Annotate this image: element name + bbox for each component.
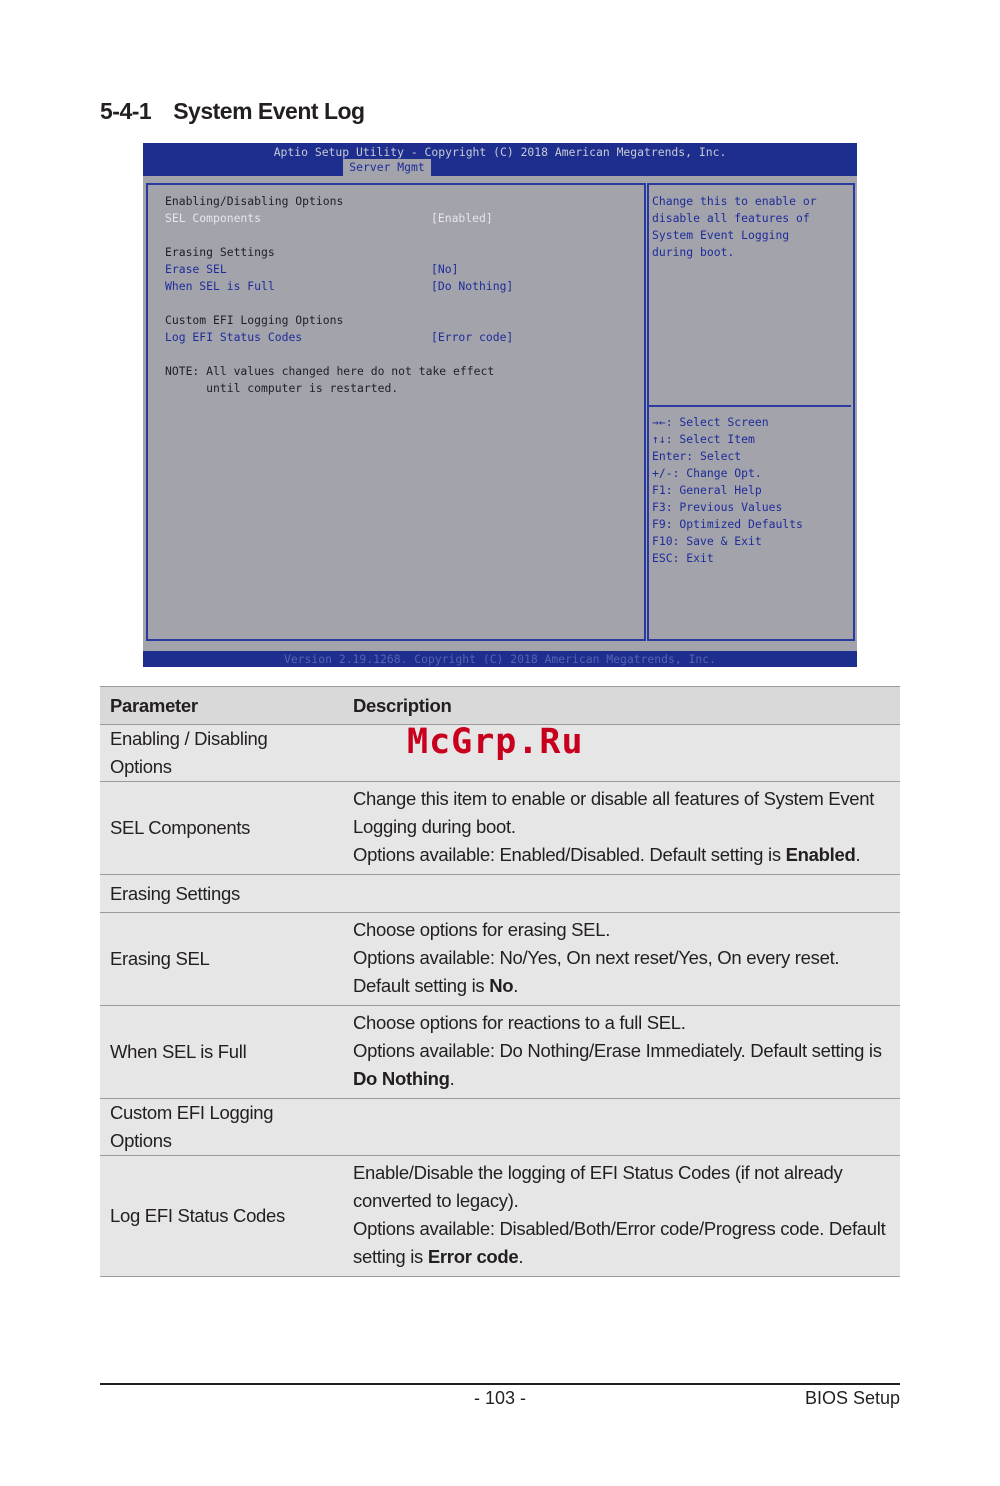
key-hint: F10: Save & Exit (652, 534, 762, 548)
desc-cell (343, 1006, 900, 1099)
footer-rule (100, 1383, 900, 1385)
bios-help-panel (647, 183, 855, 641)
sel-components-item[interactable]: SEL Components (165, 211, 262, 225)
table-row (100, 1156, 900, 1277)
bios-header (143, 143, 857, 176)
erase-sel-value[interactable]: [No] (431, 262, 459, 276)
table-row (100, 1006, 900, 1099)
desc-line: Enable/Disable the logging of EFI Status Codes (if not already converted to legacy). (353, 1162, 843, 1211)
note-line-1: NOTE: All values changed here do not take effect (165, 364, 495, 378)
key-hint: F9: Optimized Defaults (652, 517, 803, 531)
table-row (100, 1099, 900, 1156)
desc-line: Choose options for reactions to a full SEL. (353, 1012, 686, 1033)
desc-cell (343, 1156, 900, 1277)
footer-section-name: BIOS Setup (804, 1388, 900, 1408)
param-cell: Custom EFI Logging Options (100, 1099, 343, 1156)
key-hint: F1: General Help (652, 483, 762, 497)
when-sel-full-item[interactable]: When SEL is Full (165, 279, 275, 293)
desc-options: Options available: Do Nothing/Erase Immediately. Default setting is Do Nothing. (353, 1040, 882, 1089)
key-hint: ↑↓: Select Item (652, 432, 755, 446)
section-name: System Event Log (173, 98, 365, 124)
table-row (100, 913, 900, 1006)
key-hint: ESC: Exit (652, 551, 714, 565)
table-header-row (100, 687, 900, 725)
table-row (100, 782, 900, 875)
custom-efi-header: Custom EFI Logging Options (165, 313, 344, 327)
param-cell: Erasing SEL (100, 913, 343, 1006)
param-cell: Log EFI Status Codes (100, 1156, 343, 1277)
log-efi-item[interactable]: Log EFI Status Codes (165, 330, 303, 344)
desc-line: Change this item to enable or disable all features of System Event Logging during boot. (353, 788, 875, 837)
key-hint: F3: Previous Values (652, 500, 783, 514)
help-text-line: Change this to enable or (652, 194, 817, 208)
key-hint: Enter: Select (652, 449, 742, 463)
bios-footer: Version 2.19.1268. Copyright (C) 2018 American Megatrends, Inc. (143, 651, 857, 667)
desc-options: Options available: Disabled/Both/Error code/Progress code. Default setting is Error code. (353, 1218, 886, 1267)
help-text-line: during boot. (652, 245, 735, 259)
erasing-settings-header: Erasing Settings (165, 245, 275, 259)
section-number: 5-4-1 (100, 98, 152, 124)
help-text-line: System Event Logging (652, 228, 790, 242)
param-cell: When SEL is Full (100, 1006, 343, 1099)
key-hint: +/-: Change Opt. (652, 466, 762, 480)
description-header: Description (343, 687, 900, 725)
param-cell: Enabling / Disabling Options (100, 725, 343, 782)
desc-options: Options available: Enabled/Disabled. Default setting is Enabled. (353, 844, 861, 865)
enabling-options-header: Enabling/Disabling Options (165, 194, 344, 208)
when-sel-full-value[interactable]: [Do Nothing] (431, 279, 514, 293)
erase-sel-item[interactable]: Erase SEL (165, 262, 227, 276)
sel-components-value[interactable]: [Enabled] (431, 211, 493, 225)
help-divider (649, 405, 851, 407)
watermark: McGrp.Ru (407, 722, 584, 762)
log-efi-value[interactable]: [Error code] (431, 330, 514, 344)
desc-cell (343, 875, 900, 913)
bios-main-panel (146, 183, 646, 641)
page-number: - 103 - (473, 1388, 527, 1408)
desc-line: Choose options for erasing SEL. (353, 919, 611, 940)
key-hint: →←: Select Screen (652, 415, 769, 429)
section-title (100, 98, 365, 125)
parameter-table (100, 686, 900, 1277)
desc-cell (343, 1099, 900, 1156)
table-row (100, 875, 900, 913)
desc-cell (343, 913, 900, 1006)
tab-server-mgmt[interactable]: Server Mgmt (343, 159, 431, 176)
bios-screenshot (143, 143, 857, 667)
desc-options: Options available: No/Yes, On next reset/Yes, On every reset. Default setting is No. (353, 947, 840, 996)
bios-title: Aptio Setup Utility - Copyright (C) 2018 American Megatrends, Inc. (273, 145, 727, 159)
param-cell: Erasing Settings (100, 875, 343, 913)
help-text-line: disable all features of (652, 211, 810, 225)
note-line-2: until computer is restarted. (165, 381, 399, 395)
desc-cell (343, 782, 900, 875)
param-cell: SEL Components (100, 782, 343, 875)
parameter-header: Parameter (100, 687, 343, 725)
